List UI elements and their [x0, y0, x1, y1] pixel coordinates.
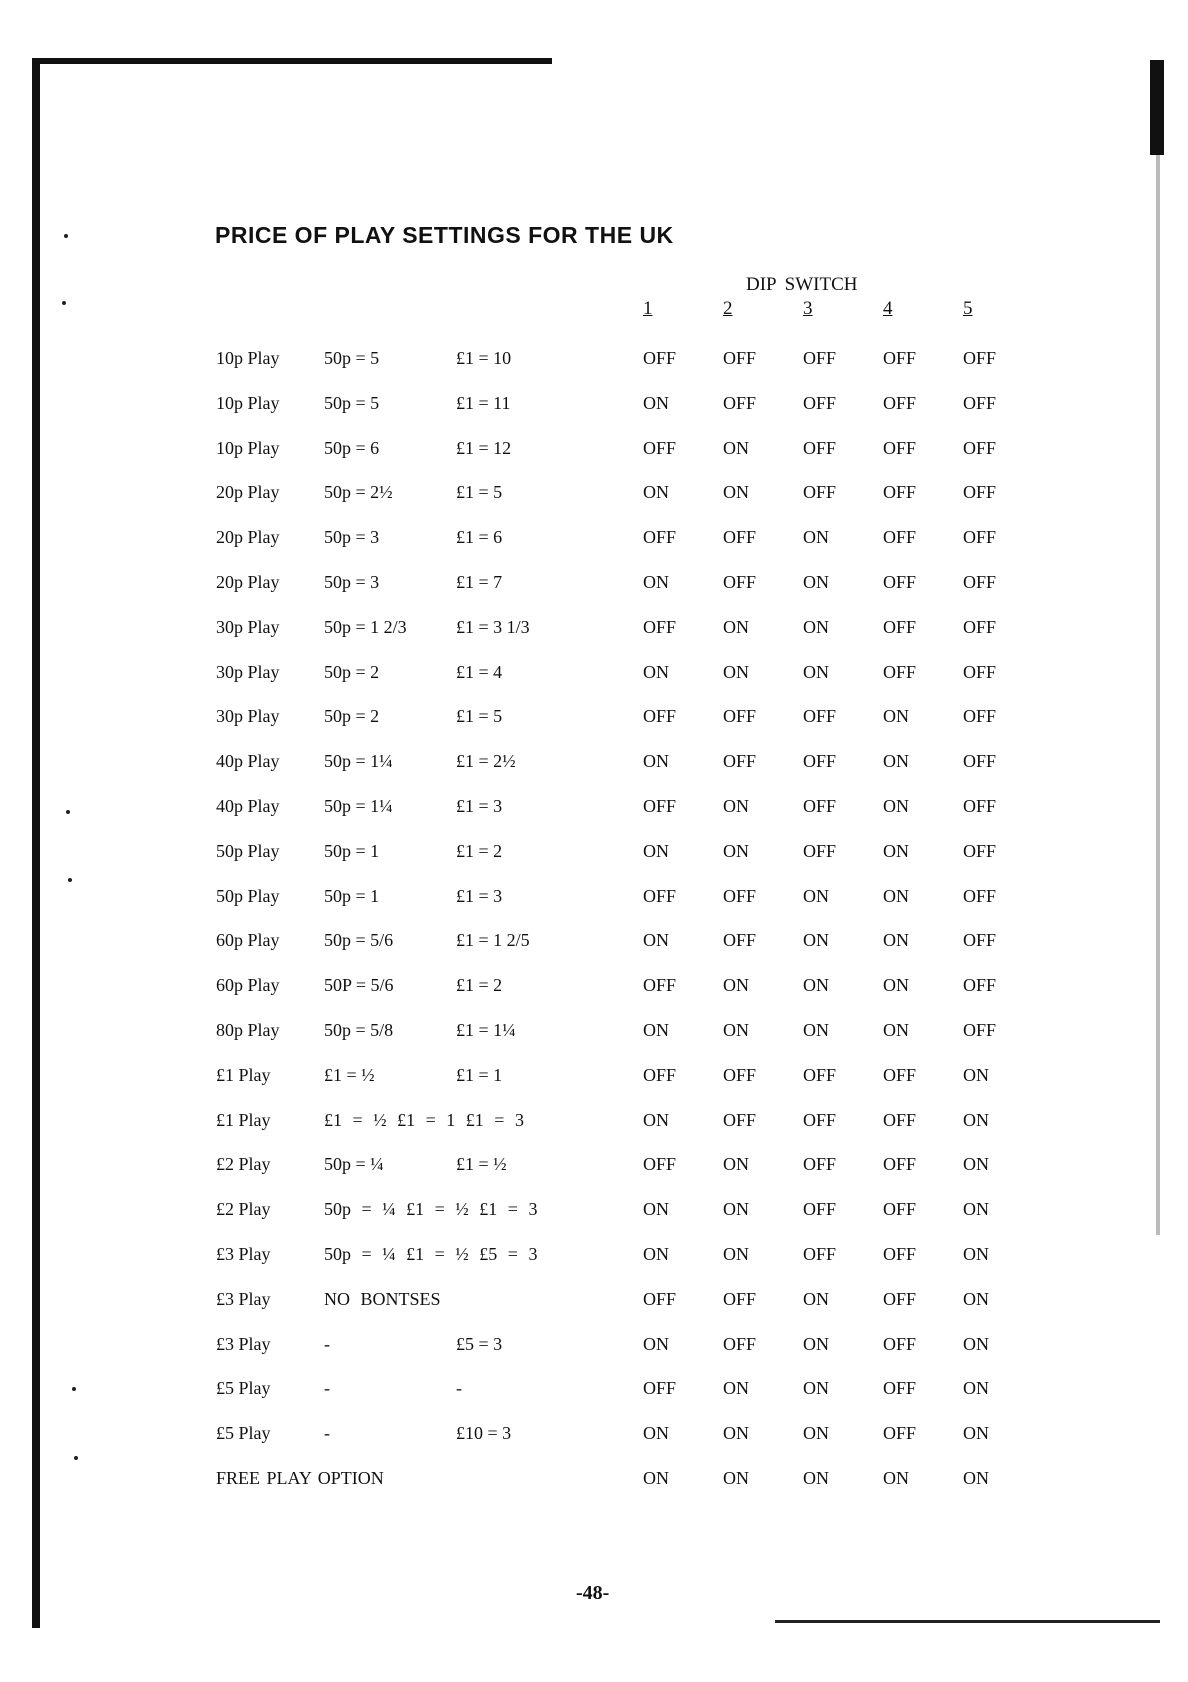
switch-1-state: ON — [643, 662, 669, 682]
switch-2-state: ON — [723, 1154, 749, 1174]
switch-5-state: OFF — [963, 662, 997, 682]
table-row — [0, 1244, 1188, 1274]
switch-4-state: OFF — [883, 393, 917, 413]
coin-pound-setting: £1 = 5 — [456, 482, 503, 502]
switch-2-state: ON — [723, 617, 749, 637]
coin-pound-setting: £1 = 7 — [456, 572, 503, 592]
switch-1-state: OFF — [643, 617, 677, 637]
switch-4-state: ON — [883, 1020, 909, 1040]
switch-1-state: ON — [643, 751, 669, 771]
play-price: £1 Play — [216, 1110, 271, 1130]
switch-2-state: ON — [723, 975, 749, 995]
switch-4-state: OFF — [883, 1110, 917, 1130]
coin-50p-setting: - — [324, 1378, 330, 1398]
switch-3-state: OFF — [803, 393, 837, 413]
table-row — [0, 393, 1188, 423]
switch-5-state: OFF — [963, 572, 997, 592]
scan-speck — [62, 301, 66, 305]
play-price: £2 Play — [216, 1154, 271, 1174]
play-price: £5 Play — [216, 1378, 271, 1398]
page-number: -48- — [576, 1582, 610, 1604]
coin-setting: NO BONTSES — [324, 1289, 441, 1309]
switch-2-state: OFF — [723, 393, 757, 413]
switch-2-state: OFF — [723, 1289, 757, 1309]
switch-1-state: ON — [643, 1334, 669, 1354]
coin-setting: 50p = ¼ £1 = ½ £5 = 3 — [324, 1244, 538, 1264]
switch-4-state: OFF — [883, 617, 917, 637]
switch-4-state: OFF — [883, 438, 917, 458]
page-edge-right — [1150, 60, 1164, 155]
switch-3-state: ON — [803, 1468, 829, 1488]
switch-1-state: OFF — [643, 348, 677, 368]
coin-50p-setting: 50p = 1 — [324, 886, 380, 906]
play-price: 30p Play — [216, 706, 280, 726]
switch-3-state: OFF — [803, 796, 837, 816]
coin-setting: 50p = ¼ £1 = ½ £1 = 3 — [324, 1199, 538, 1219]
switch-3-state: ON — [803, 886, 829, 906]
switch-2-state: ON — [723, 1244, 749, 1264]
coin-50p-setting: - — [324, 1334, 330, 1354]
table-row — [0, 348, 1188, 378]
switch-3-state: OFF — [803, 1199, 837, 1219]
switch-5-state: ON — [963, 1065, 989, 1085]
switch-1-state: ON — [643, 393, 669, 413]
coin-50p-setting: 50p = 5/8 — [324, 1020, 394, 1040]
switch-3-state: ON — [803, 975, 829, 995]
scan-speck — [74, 1456, 78, 1460]
coin-50p-setting: 50p = 5 — [324, 393, 380, 413]
switch-5-state: OFF — [963, 482, 997, 502]
switch-3-state: ON — [803, 1378, 829, 1398]
switch-5-state: OFF — [963, 393, 997, 413]
switch-4-state: OFF — [883, 348, 917, 368]
switch-3-state: ON — [803, 1289, 829, 1309]
switch-3-state: ON — [803, 1334, 829, 1354]
coin-pound-setting: £10 = 3 — [456, 1423, 512, 1443]
switch-4-state: ON — [883, 706, 909, 726]
table-row — [0, 438, 1188, 468]
switch-2-state: ON — [723, 662, 749, 682]
switch-2-state: ON — [723, 1423, 749, 1443]
switch-5-state: ON — [963, 1199, 989, 1219]
switch-5-state: OFF — [963, 751, 997, 771]
table-row — [0, 1199, 1188, 1229]
switch-1-state: OFF — [643, 1154, 677, 1174]
coin-50p-setting: 50p = 2 — [324, 706, 380, 726]
play-price: 40p Play — [216, 796, 280, 816]
switch-4-state: OFF — [883, 1244, 917, 1264]
switch-3-state: OFF — [803, 438, 837, 458]
switch-5-state: OFF — [963, 438, 997, 458]
coin-pound-setting: £1 = 3 — [456, 796, 503, 816]
play-price: 60p Play — [216, 975, 280, 995]
coin-pound-setting: £1 = 6 — [456, 527, 503, 547]
switch-2-state: OFF — [723, 930, 757, 950]
switch-5-state: ON — [963, 1289, 989, 1309]
switch-5-state: ON — [963, 1110, 989, 1130]
table-row — [0, 751, 1188, 781]
switch-3-state: ON — [803, 1423, 829, 1443]
switch-1-state: OFF — [643, 438, 677, 458]
play-price: 40p Play — [216, 751, 280, 771]
switch-2-state: OFF — [723, 1334, 757, 1354]
switch-2-state: OFF — [723, 886, 757, 906]
coin-pound-setting: £1 = ½ — [456, 1154, 507, 1174]
switch-1-state: ON — [643, 1468, 669, 1488]
play-price: £3 Play — [216, 1334, 271, 1354]
switch-1-state: ON — [643, 930, 669, 950]
table-row — [0, 841, 1188, 871]
coin-pound-setting: £1 = 2 — [456, 975, 503, 995]
page-edge-top — [32, 58, 552, 64]
scan-speck — [68, 878, 72, 882]
switch-3-state: ON — [803, 527, 829, 547]
table-row — [0, 527, 1188, 557]
page-edge-bottom — [775, 1620, 1160, 1623]
table-row — [0, 1334, 1188, 1364]
switch-1-state: OFF — [643, 1289, 677, 1309]
switch-3-state: OFF — [803, 706, 837, 726]
switch-5-state: OFF — [963, 706, 997, 726]
switch-5-state: OFF — [963, 348, 997, 368]
coin-pound-setting: £1 = 3 1/3 — [456, 617, 530, 637]
coin-50p-setting: 50p = 3 — [324, 527, 380, 547]
switch-5-state: OFF — [963, 886, 997, 906]
table-row — [0, 617, 1188, 647]
switch-3-state: ON — [803, 1020, 829, 1040]
coin-pound-setting: £1 = 3 — [456, 886, 503, 906]
switch-4-state: ON — [883, 930, 909, 950]
switch-3-state: OFF — [803, 751, 837, 771]
table-row — [0, 1110, 1188, 1140]
switch-number: 2 — [723, 298, 733, 319]
switch-3-state: OFF — [803, 1065, 837, 1085]
switch-5-state: ON — [963, 1378, 989, 1398]
switch-2-state: ON — [723, 438, 749, 458]
switch-number: 1 — [643, 298, 653, 319]
play-price: 30p Play — [216, 662, 280, 682]
switch-4-state: ON — [883, 841, 909, 861]
page-title: PRICE OF PLAY SETTINGS FOR THE UK — [215, 222, 674, 248]
switch-3-state: OFF — [803, 348, 837, 368]
switch-3-state: OFF — [803, 1244, 837, 1264]
switch-1-state: OFF — [643, 527, 677, 547]
coin-pound-setting: £1 = 2 — [456, 841, 503, 861]
coin-50p-setting: 50p = 5 — [324, 348, 380, 368]
table-row — [0, 930, 1188, 960]
switch-1-state: ON — [643, 1110, 669, 1130]
switch-4-state: OFF — [883, 1423, 917, 1443]
play-price: 20p Play — [216, 572, 280, 592]
table-row — [0, 662, 1188, 692]
coin-50p-setting: 50p = 1¼ — [324, 751, 393, 771]
switch-3-state: OFF — [803, 1154, 837, 1174]
play-price: 50p Play — [216, 841, 280, 861]
coin-50p-setting: 50p = ¼ — [324, 1154, 384, 1174]
table-row — [0, 1065, 1188, 1095]
table-row — [0, 1289, 1188, 1319]
coin-pound-setting: £1 = 5 — [456, 706, 503, 726]
play-price: 50p Play — [216, 886, 280, 906]
switch-5-state: ON — [963, 1154, 989, 1174]
play-price: £2 Play — [216, 1199, 271, 1219]
switch-3-state: ON — [803, 617, 829, 637]
switch-2-state: OFF — [723, 706, 757, 726]
table-row — [0, 1020, 1188, 1050]
coin-pound-setting: £1 = 1¼ — [456, 1020, 516, 1040]
switch-4-state: OFF — [883, 1154, 917, 1174]
coin-pound-setting: £1 = 1 — [456, 1065, 503, 1085]
coin-pound-setting: £5 = 3 — [456, 1334, 503, 1354]
switch-5-state: OFF — [963, 796, 997, 816]
coin-50p-setting: 50p = 2 — [324, 662, 380, 682]
coin-pound-setting: £1 = 10 — [456, 348, 512, 368]
table-row — [0, 1378, 1188, 1408]
switch-5-state: ON — [963, 1468, 989, 1488]
switch-3-state: ON — [803, 662, 829, 682]
play-price: 10p Play — [216, 348, 280, 368]
switch-4-state: ON — [883, 751, 909, 771]
play-price: 10p Play — [216, 393, 280, 413]
switch-5-state: ON — [963, 1334, 989, 1354]
coin-50p-setting: £1 = ½ — [324, 1065, 375, 1085]
coin-50p-setting: 50p = 5/6 — [324, 930, 394, 950]
switch-5-state: OFF — [963, 841, 997, 861]
switch-number: 4 — [883, 298, 893, 319]
switch-1-state: ON — [643, 1244, 669, 1264]
switch-2-state: ON — [723, 1020, 749, 1040]
switch-2-state: OFF — [723, 348, 757, 368]
coin-50p-setting: 50P = 5/6 — [324, 975, 394, 995]
switch-4-state: OFF — [883, 1199, 917, 1219]
coin-pound-setting: £1 = 1 2/5 — [456, 930, 530, 950]
switch-4-state: OFF — [883, 662, 917, 682]
table-row — [0, 572, 1188, 602]
play-price: £1 Play — [216, 1065, 271, 1085]
switch-5-state: ON — [963, 1244, 989, 1264]
switch-2-state: ON — [723, 796, 749, 816]
switch-4-state: ON — [883, 975, 909, 995]
free-play-label: FREE PLAY OPTION — [216, 1468, 384, 1488]
switch-1-state: ON — [643, 1423, 669, 1443]
switch-4-state: OFF — [883, 527, 917, 547]
switch-1-state: OFF — [643, 1378, 677, 1398]
switch-3-state: ON — [803, 930, 829, 950]
table-row — [0, 975, 1188, 1005]
switch-2-state: OFF — [723, 572, 757, 592]
play-price: £3 Play — [216, 1244, 271, 1264]
table-row — [0, 482, 1188, 512]
table-row — [0, 706, 1188, 736]
play-price: 80p Play — [216, 1020, 280, 1040]
switch-1-state: OFF — [643, 886, 677, 906]
table-row — [0, 796, 1188, 826]
switch-2-state: ON — [723, 1199, 749, 1219]
table-row — [0, 1423, 1188, 1453]
dip-switch-header: DIP SWITCH — [746, 274, 858, 295]
switch-1-state: OFF — [643, 706, 677, 726]
switch-5-state: ON — [963, 1423, 989, 1443]
switch-5-state: OFF — [963, 930, 997, 950]
switch-4-state: ON — [883, 1468, 909, 1488]
switch-3-state: OFF — [803, 1110, 837, 1130]
switch-3-state: OFF — [803, 841, 837, 861]
switch-2-state: OFF — [723, 527, 757, 547]
coin-50p-setting: 50p = 1 2/3 — [324, 617, 407, 637]
switch-3-state: ON — [803, 572, 829, 592]
switch-2-state: ON — [723, 482, 749, 502]
switch-5-state: OFF — [963, 617, 997, 637]
switch-number: 3 — [803, 298, 813, 319]
switch-5-state: OFF — [963, 975, 997, 995]
play-price: 20p Play — [216, 482, 280, 502]
coin-50p-setting: - — [324, 1423, 330, 1443]
switch-2-state: OFF — [723, 751, 757, 771]
coin-50p-setting: 50p = 6 — [324, 438, 380, 458]
switch-4-state: OFF — [883, 482, 917, 502]
switch-4-state: ON — [883, 796, 909, 816]
switch-2-state: ON — [723, 1468, 749, 1488]
coin-50p-setting: 50p = 3 — [324, 572, 380, 592]
coin-pound-setting: - — [456, 1378, 462, 1398]
switch-2-state: ON — [723, 1378, 749, 1398]
coin-setting: £1 = ½ £1 = 1 £1 = 3 — [324, 1110, 524, 1130]
coin-pound-setting: £1 = 2½ — [456, 751, 516, 771]
switch-4-state: OFF — [883, 572, 917, 592]
coin-50p-setting: 50p = 1¼ — [324, 796, 393, 816]
table-row — [0, 1154, 1188, 1184]
switch-4-state: OFF — [883, 1065, 917, 1085]
table-row — [0, 1468, 1188, 1498]
coin-50p-setting: 50p = 1 — [324, 841, 380, 861]
switch-3-state: OFF — [803, 482, 837, 502]
scan-speck — [64, 234, 68, 238]
switch-4-state: ON — [883, 886, 909, 906]
switch-1-state: OFF — [643, 796, 677, 816]
switch-4-state: OFF — [883, 1378, 917, 1398]
switch-5-state: OFF — [963, 527, 997, 547]
play-price: £5 Play — [216, 1423, 271, 1443]
switch-2-state: ON — [723, 841, 749, 861]
switch-2-state: OFF — [723, 1065, 757, 1085]
play-price: 20p Play — [216, 527, 280, 547]
switch-1-state: OFF — [643, 975, 677, 995]
switch-5-state: OFF — [963, 1020, 997, 1040]
switch-2-state: OFF — [723, 1110, 757, 1130]
coin-pound-setting: £1 = 4 — [456, 662, 503, 682]
switch-1-state: ON — [643, 1199, 669, 1219]
coin-50p-setting: 50p = 2½ — [324, 482, 393, 502]
play-price: £3 Play — [216, 1289, 271, 1309]
coin-pound-setting: £1 = 12 — [456, 438, 512, 458]
switch-1-state: ON — [643, 482, 669, 502]
switch-1-state: ON — [643, 841, 669, 861]
play-price: 10p Play — [216, 438, 280, 458]
play-price: 60p Play — [216, 930, 280, 950]
switch-4-state: OFF — [883, 1334, 917, 1354]
switch-1-state: ON — [643, 572, 669, 592]
switch-1-state: ON — [643, 1020, 669, 1040]
coin-pound-setting: £1 = 11 — [456, 393, 511, 413]
switch-1-state: OFF — [643, 1065, 677, 1085]
play-price: 30p Play — [216, 617, 280, 637]
switch-4-state: OFF — [883, 1289, 917, 1309]
switch-number: 5 — [963, 298, 973, 319]
table-row — [0, 886, 1188, 916]
